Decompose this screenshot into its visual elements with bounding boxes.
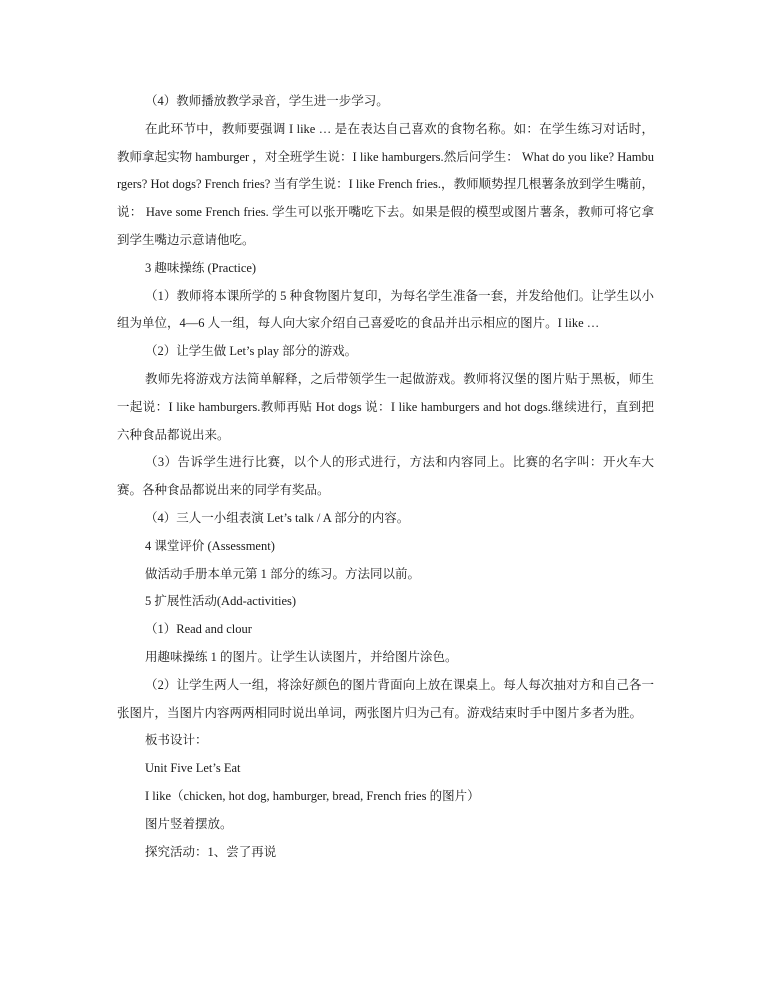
paragraph-read-and-colour: （1）Read and clour <box>145 622 252 637</box>
board-unit-title: Unit Five Let’s Eat <box>145 761 241 776</box>
heading-board-design: 板书设计： <box>145 733 208 748</box>
paragraph-practice-4: （4）三人一小组表演 Let’s talk / A 部分的内容。 <box>145 510 410 525</box>
heading-add-activities: 5 扩展性活动(Add-activities) <box>145 594 297 609</box>
paragraph-step-4-audio: （4）教师播放教学录音，学生进一步学习。 <box>145 94 389 108</box>
heading-practice: 3 趣味操练 (Practice) <box>145 260 257 275</box>
heading-exploration: 探究活动：1、尝了再说 <box>145 844 277 859</box>
board-i-like-line: I like（chicken, hot dog, hamburger, bread, French fries 的图片） <box>145 788 480 803</box>
paragraph-i-like-emphasis: 在此环节中，教师要强调 I like … 是在表达自己喜欢的食物名称。如：在学生练习对话时，教师拿起实物 hamburger ，对全班学生说：I like hamburgers.然后问学生： What do you like? Hamburgers? Hot dogs? French fries? 当有学生说：I like French fries.，教师顺势捏几根薯条放到学生嘴前，说： Have some French fries. 学生可以张开嘴吃下去。如果是假的模型或图片薯条，教师可将它拿到学生嘴边示意请他吃。 <box>117 121 654 247</box>
paragraph-pair-game: （2）让学生两人一组，将涂好颜色的图片背面向上放在课桌上。每人每次抽对方和自己各一张图片，当图片内容两两相同时说出单词，两张图片归为己有。游戏结束时手中图片多者为胜。 <box>117 677 654 720</box>
heading-assessment: 4 课堂评价 (Assessment) <box>145 538 275 553</box>
paragraph-practice-3: （3）告诉学生进行比赛，以个人的形式进行，方法和内容同上。比赛的名字叫：开火车大赛。各种食品都说出来的同学有奖品。 <box>117 455 654 498</box>
document-page <box>117 88 654 866</box>
paragraph-colour-pictures: 用趣味操练 1 的图片。让学生认读图片，并给图片涂色。 <box>145 649 458 664</box>
paragraph-practice-1: （1）教师将本课所学的 5 种食物图片复印，为每名学生准备一套，并发给他们。让学生以小组为单位，4—6 人一组，每人向大家介绍自己喜爱吃的食品并出示相应的图片。I like … <box>117 288 654 331</box>
board-pictures-vertical: 图片竖着摆放。 <box>145 816 233 831</box>
paragraph-assessment: 做活动手册本单元第 1 部分的练习。方法同以前。 <box>145 566 421 581</box>
paragraph-game-explanation: 教师先将游戏方法简单解释，之后带领学生一起做游戏。教师将汉堡的图片贴于黑板，师生一起说：I like hamburgers.教师再贴 Hot dogs 说：I like hamburgers and hot dogs.继续进行，直到把六种食品都说出来。 <box>117 371 654 442</box>
paragraph-practice-2: （2）让学生做 Let’s play 部分的游戏。 <box>145 344 358 359</box>
